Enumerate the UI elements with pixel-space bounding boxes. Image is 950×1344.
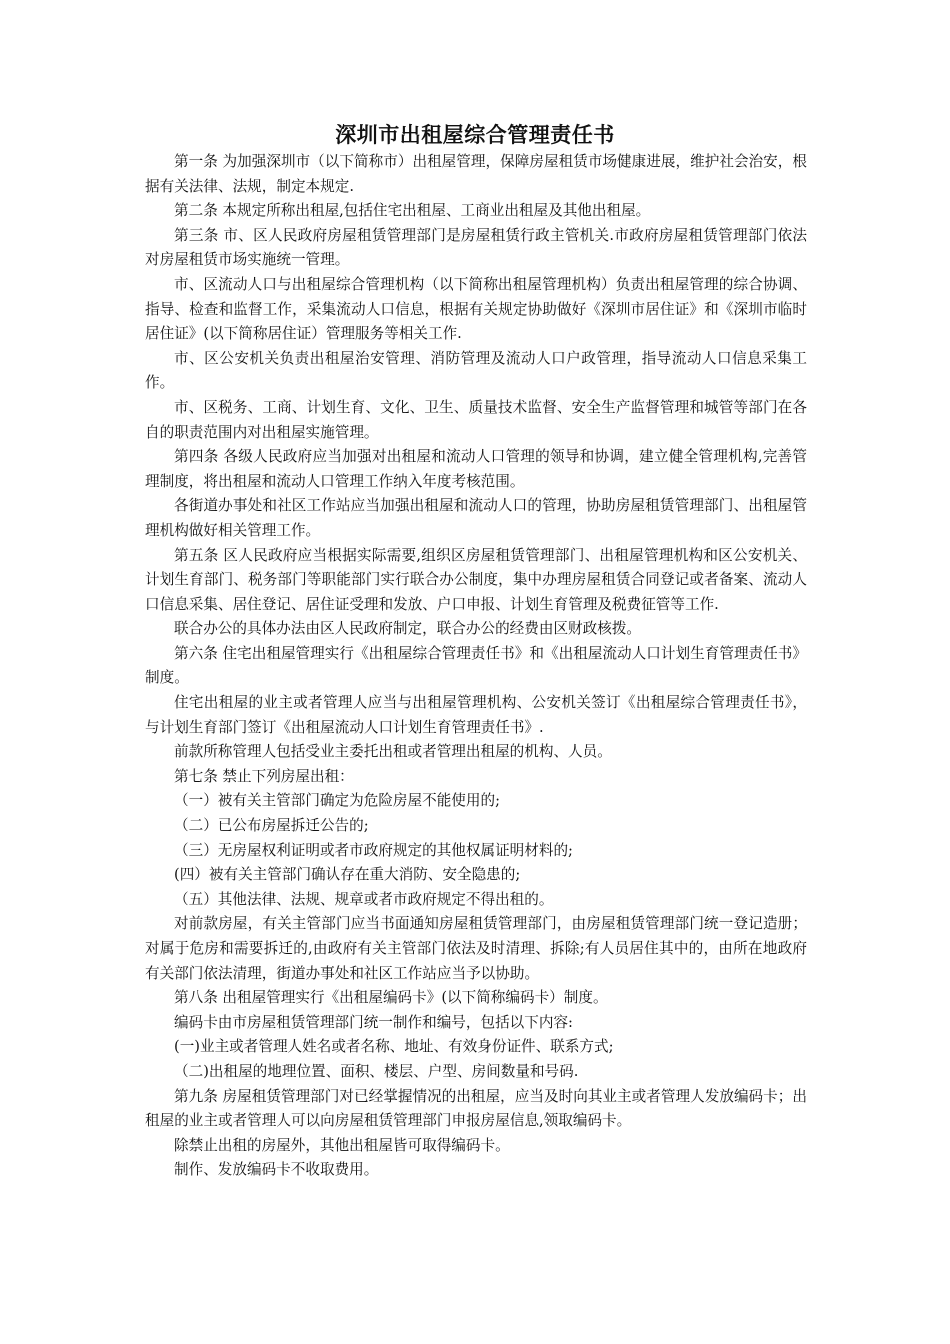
paragraph: 第三条 市、区人民政府房屋租赁管理部门是房屋租赁行政主管机关.市政府房屋租赁管理部门依法对房屋租赁市场实施统一管理。 [145, 226, 807, 269]
paragraph: 第八条 出租屋管理实行《出租屋编码卡》(以下简称编码卡）制度。 [174, 989, 608, 1007]
paragraph: 除禁止出租的房屋外，其他出租屋皆可取得编码卡。 [174, 1136, 510, 1154]
paragraph: 前款所称管理人包括受业主委托出租或者管理出租屋的机构、人员。 [174, 743, 612, 761]
document-title: 深圳市出租屋综合管理责任书 [335, 123, 615, 147]
paragraph: 第七条 禁止下列房屋出租： [174, 767, 354, 785]
paragraph: 市、区税务、工商、计划生育、文化、卫生、质量技术监督、安全生产监督管理和城管等部门在各自的职责范围内对出租屋实施管理。 [145, 398, 807, 441]
paragraph: （一）被有关主管部门确定为危险房屋不能使用的; [174, 792, 500, 810]
paragraph: （二)出租屋的地理位置、面积、楼层、户型、房间数量和号码. [174, 1062, 579, 1080]
paragraph: 制作、发放编码卡不收取费用。 [174, 1161, 379, 1179]
paragraph: 第二条 本规定所称出租屋,包括住宅出租屋、工商业出租屋及其他出租屋。 [174, 202, 651, 220]
paragraph: 市、区流动人口与出租屋综合管理机构（以下简称出租屋管理机构）负责出租屋管理的综合协调、指导、检查和监督工作，采集流动人口信息，根据有关规定协助做好《深圳市居住证》和《深圳市临时居住证》(以下简称居住证）管理服务等相关工作. [145, 275, 807, 343]
paragraph: 对前款房屋，有关主管部门应当书面通知房屋租赁管理部门，由房屋租赁管理部门统一登记造册；对属于危房和需要拆迁的,由政府有关主管部门依法及时清理、拆除;有人员居住其中的，由所在地政府有关部门依法清理，街道办事处和社区工作站应当予以协助。 [145, 915, 807, 982]
paragraph: （三）无房屋权利证明或者市政府规定的其他权属证明材料的; [174, 841, 573, 859]
paragraph: 第九条 房屋租赁管理部门对已经掌握情况的出租屋，应当及时向其业主或者管理人发放编码卡；出租屋的业主或者管理人可以向房屋租赁管理部门申报房屋信息,领取编码卡。 [145, 1087, 807, 1130]
paragraph: 市、区公安机关负责出租屋治安管理、消防管理及流动人口户政管理，指导流动人口信息采集工作。 [145, 349, 807, 392]
paragraph: （二）已公布房屋拆迁公告的; [174, 817, 369, 835]
paragraph: 第四条 各级人民政府应当加强对出租屋和流动人口管理的领导和协调，建立健全管理机构,完善管理制度，将出租屋和流动人口管理工作纳入年度考核范围。 [145, 448, 807, 490]
paragraph: 第五条 区人民政府应当根据实际需要,组织区房屋租赁管理部门、出租屋管理机构和区公安机关、计划生育部门、税务部门等职能部门实行联合办公制度，集中办理房屋租赁合同登记或者备案、流动人口信息采集、居住登记、居住证受理和发放、户口申报、计划生育管理及税费征管等工作. [145, 546, 807, 613]
paragraph: 编码卡由市房屋租赁管理部门统一制作和编号，包括以下内容: [174, 1013, 573, 1031]
paragraph: (一)业主或者管理人姓名或者名称、地址、有效身份证件、联系方式; [174, 1038, 614, 1056]
paragraph: 第一条 为加强深圳市（以下简称市）出租屋管理，保障房屋租赁市场健康进展，维护社会治安，根据有关法律、法规，制定本规定. [145, 153, 807, 195]
paragraph: 住宅出租屋的业主或者管理人应当与出租屋管理机构、公安机关签订《出租屋综合管理责任书》，与计划生育部门签订《出租屋流动人口计划生育管理责任书》. [145, 694, 807, 736]
paragraph: 各街道办事处和社区工作站应当加强出租屋和流动人口的管理，协助房屋租赁管理部门、出租屋管理机构做好相关管理工作。 [145, 497, 807, 539]
paragraph: 第六条 住宅出租屋管理实行《出租屋综合管理责任书》和《出租屋流动人口计划生育管理责任书》制度。 [145, 644, 807, 687]
paragraph: (四）被有关主管部门确认存在重大消防、安全隐患的; [174, 866, 521, 884]
paragraph: 联合办公的具体办法由区人民政府制定，联合办公的经费由区财政核拨。 [174, 620, 642, 638]
document-body [145, 150, 807, 1183]
paragraph: （五）其他法律、法规、规章或者市政府规定不得出租的。 [174, 890, 554, 908]
